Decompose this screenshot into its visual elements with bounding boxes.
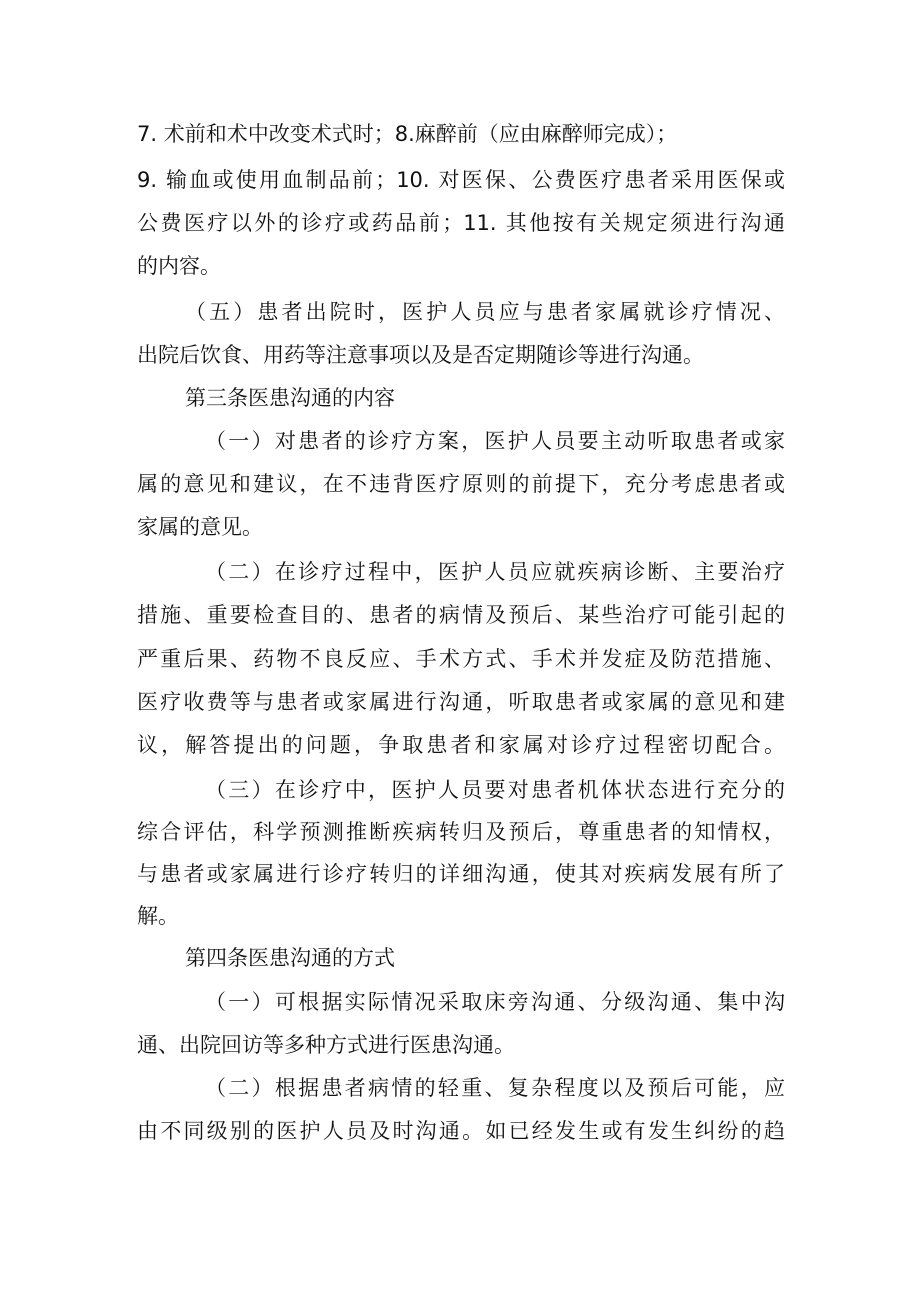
text-line: 议，解答提出的问题，争取患者和家属对诊疗过程密切配合。 — [137, 733, 785, 757]
text-line: 的内容。 — [137, 254, 221, 278]
text-line: 公费医疗以外的诊疗或药品前；11. 其他按有关规定须进行沟通 — [137, 211, 785, 235]
paragraph-start: （二）在诊疗过程中，医护人员应就疾病诊断、主要治疗 — [205, 560, 785, 584]
text-line: 出院后饮食、用药等注意事项以及是否定期随诊等进行沟通。 — [137, 343, 704, 367]
text-line: 家属的意见。 — [137, 515, 263, 539]
text-line: 综合评估，科学预测推断疾病转归及预后，尊重患者的知情权， — [137, 820, 785, 844]
text-line: 由不同级别的医护人员及时沟通。如已经发生或有发生纠纷的趋 — [137, 1119, 785, 1143]
text-line: 9. 输血或使用血制品前；10. 对医保、公费医疗患者采用医保或 — [137, 168, 785, 192]
text-line: 解。 — [137, 904, 179, 928]
text-line: 属的意见和建议，在不违背医疗原则的前提下，充分考虑患者或 — [137, 472, 785, 496]
text-line: 医疗收费等与患者或家属进行沟通，听取患者或家属的意见和建 — [137, 690, 785, 714]
text-line: 7. 术前和术中改变术式时；8.麻醉前（应由麻醉师完成）； — [137, 122, 678, 146]
section-heading: 第四条医患沟通的方式 — [185, 946, 395, 970]
text-line: 措施、重要检查目的、患者的病情及预后、某些治疗可能引起的 — [137, 603, 785, 627]
paragraph-start: （一）可根据实际情况采取床旁沟通、分级沟通、集中沟 — [205, 990, 785, 1014]
text-line: 通、出院回访等多种方式进行医患沟通。 — [137, 1033, 515, 1057]
text-line: 与患者或家属进行诊疗转归的详细沟通，使其对疾病发展有所了 — [137, 862, 785, 886]
paragraph-start: （五）患者出院时，医护人员应与患者家属就诊疗情况、 — [185, 300, 785, 324]
text-line: 严重后果、药物不良反应、手术方式、手术并发症及防范措施、 — [137, 647, 785, 671]
paragraph-start: （三）在诊疗中，医护人员要对患者机体状态进行充分的 — [205, 778, 785, 802]
paragraph-start: （一）对患者的诊疗方案，医护人员要主动听取患者或家 — [205, 429, 785, 453]
section-heading: 第三条医患沟通的内容 — [185, 386, 395, 410]
paragraph-start: （二）根据患者病情的轻重、复杂程度以及预后可能，应 — [205, 1076, 785, 1100]
